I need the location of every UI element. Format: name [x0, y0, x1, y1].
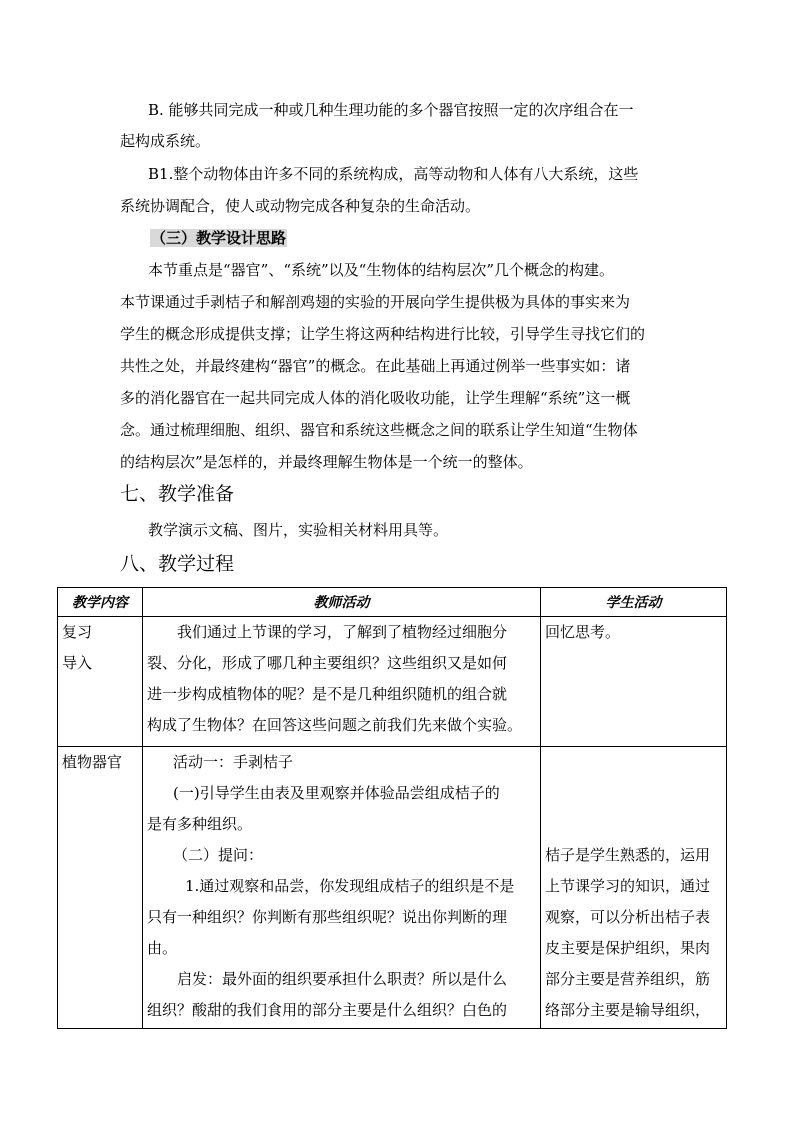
text-b1-line1: B1.整个动物体由许多不同的系统构成，高等动物和人体有八大系统，这些: [148, 165, 639, 183]
row2-teacher-line: 组织？酸甜的我们食用的部分主要是什么组织？白色的: [147, 1001, 508, 1019]
process-table: [57, 587, 727, 1029]
design-line-2: 本节课通过手剥桔子和解剖鸡翅的实验的开展向学生提供极为具体的事实来为: [120, 293, 631, 311]
row2-teacher-line: （二）提问：: [173, 846, 264, 864]
header-student: 学生活动: [541, 588, 727, 617]
row1-student-cell: [541, 617, 727, 747]
row2-student-line: 络部分主要是输导组织，: [545, 1001, 711, 1019]
row2-teacher-line: 1.通过观察和品尝，你发现组成桔子的组织是不是: [185, 877, 515, 895]
design-line-4: 共性之处，并最终建构“器官”的概念。在此基础上再通过例举一些事实如：诸: [120, 357, 631, 375]
text-b-line1: B. 能够共同完成一种或几种生理功能的多个器官按照一定的次序组合在一: [148, 101, 634, 119]
design-line-7: 的结构层次”是怎样的，并最终理解生物体是一个统一的整体。: [120, 453, 533, 471]
row2-student-line: 上节课学习的知识，通过: [545, 877, 711, 895]
row1-teacher-line: 裂、分化，形成了哪几种主要组织？这些组织又是如何: [147, 654, 508, 672]
section7-heading: 七、教学准备: [120, 483, 235, 505]
header-teacher: 教师活动: [143, 588, 541, 617]
design-heading-text: （三）教学设计思路: [151, 229, 287, 247]
table-header-row: [58, 588, 727, 617]
row1-teacher-cell: [143, 617, 541, 747]
row1-teacher-line: 我们通过上节课的学习，了解到了植物经过细胞分: [177, 623, 508, 641]
row2-teacher-line: 由。: [147, 939, 178, 957]
row2-teacher-cell: [143, 747, 541, 1029]
design-line-3: 学生的概念形成提供支撑；让学生将这两种结构进行比较，引导学生寻找它们的: [120, 325, 646, 343]
row2-teacher-line: 是有多种组织。: [147, 815, 253, 833]
row1-student-line: 回忆思考。: [545, 623, 621, 641]
row1-content-line: 复习: [62, 623, 93, 641]
row2-teacher-line: 活动一：手剥桔子: [173, 753, 294, 771]
section7-text: 教学演示文稿、图片，实验相关材料用具等。: [148, 521, 449, 539]
row2-student-line: 观察，可以分析出桔子表: [545, 908, 711, 926]
header-content: 教学内容: [58, 588, 143, 617]
section8-heading: 八、教学过程: [120, 553, 235, 575]
design-line-1: 本节重点是“器官”、“系统”以及“生物体的结构层次”几个概念的构建。: [148, 261, 615, 279]
row2-content-line: 植物器官: [62, 753, 123, 771]
text-b1-line2: 系统协调配合，使人或动物完成各种复杂的生命活动。: [120, 197, 481, 215]
design-line-5: 多的消化器官在一起共同完成人体的消化吸收功能，让学生理解“系统”这一概: [120, 389, 631, 407]
row2-teacher-line: (一)引导学生由表及里观察并体验品尝组成桔子的: [173, 784, 500, 802]
row2-teacher-line: 启发：最外面的组织要承担什么职责？所以是什么: [177, 970, 508, 988]
row1-teacher-line: 构成了生物体？在回答这些问题之前我们先来做个实验。: [147, 716, 523, 734]
row2-content-cell: [58, 747, 143, 1029]
row1-content-line: 导入: [62, 654, 93, 672]
row1-teacher-line: 进一步构成植物体的呢？是不是几种组织随机的组合就: [147, 685, 508, 703]
table-row: [58, 617, 727, 747]
design-line-6: 念。通过梳理细胞、组织、器官和系统这些概念之间的联系让学生知道“生物体: [120, 421, 638, 439]
text-b-line2: 起构成系统。: [120, 132, 211, 150]
row2-student-line: 部分主要是营养组织，筋: [545, 970, 711, 988]
design-heading: [150, 228, 287, 248]
row2-teacher-line: 只有一种组织？你判断有那些组织呢？说出你判断的理: [147, 908, 508, 926]
row2-student-cell: [541, 747, 727, 1029]
row2-student-line: 桔子是学生熟悉的，运用: [545, 846, 711, 864]
table-row: [58, 747, 727, 1029]
row2-student-line: 皮主要是保护组织，果肉: [545, 939, 711, 957]
row1-content-cell: [58, 617, 143, 747]
